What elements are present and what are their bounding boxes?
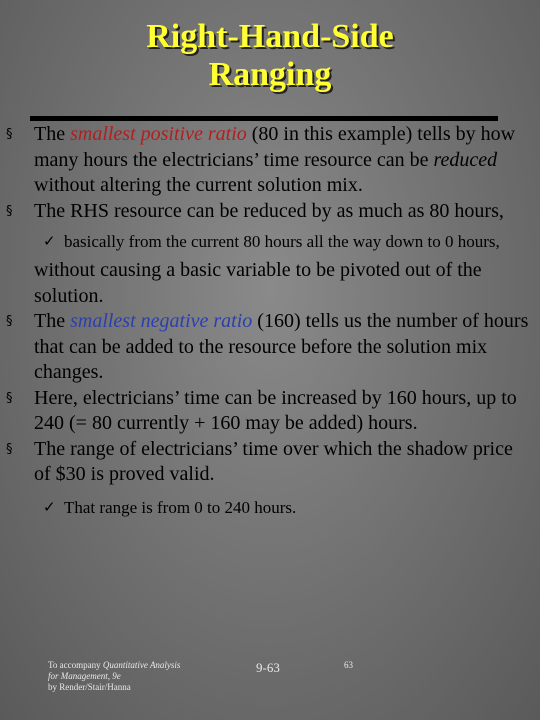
bullet-icon: §: [6, 390, 13, 406]
sub-bullet-2: ✓ That range is from 0 to 240 hours.: [43, 497, 297, 517]
bullet-icon: §: [6, 441, 13, 457]
title-divider: [30, 116, 498, 121]
slide-title: [0, 18, 540, 94]
bullet-5: § The range of electricians’ time over which the shadow price of $30 is proved valid.: [6, 437, 513, 485]
continuation-text: without causing a basic variable to be pivoted out of the solution.: [34, 259, 482, 307]
page-number: 9-63: [256, 660, 280, 675]
bullet-3: § The smallest negative ratio (160) tells us the number of hours that can be added to the resource before the solution mix changes.: [6, 310, 529, 383]
bullet-icon: §: [6, 127, 13, 142]
slide-number: 63: [344, 660, 353, 670]
sub-bullet-1: ✓ basically from the current 80 hours all the way down to 0 hours,: [43, 232, 500, 251]
title-line-1: Right-Hand-Side: [146, 18, 394, 55]
check-icon: ✓: [43, 497, 56, 516]
title-line-2: Ranging: [208, 56, 332, 93]
footer-credit: To accompany Quantitative Analysis for Management, 9e by Render/Stair/Hanna: [48, 660, 181, 692]
bullet-1: § The smallest positive ratio (80 in this example) tells by how many hours the electricians’ time resource can be reduced without altering the current solution mix.: [6, 123, 516, 196]
highlight-positive-ratio: smallest positive ratio: [70, 123, 247, 145]
bullet-4: § Here, electricians’ time can be increased by 160 hours, up to 240 (= 80 currently + 160 may be added) hours.: [6, 386, 517, 434]
highlight-negative-ratio: smallest negative ratio: [70, 310, 253, 332]
slide-body: [6, 122, 534, 524]
bullet-icon: §: [6, 314, 13, 329]
check-icon: ✓: [43, 232, 56, 250]
bullet-icon: §: [6, 203, 13, 219]
bullet-2: § The RHS resource can be reduced by as much as 80 hours,: [6, 199, 534, 225]
